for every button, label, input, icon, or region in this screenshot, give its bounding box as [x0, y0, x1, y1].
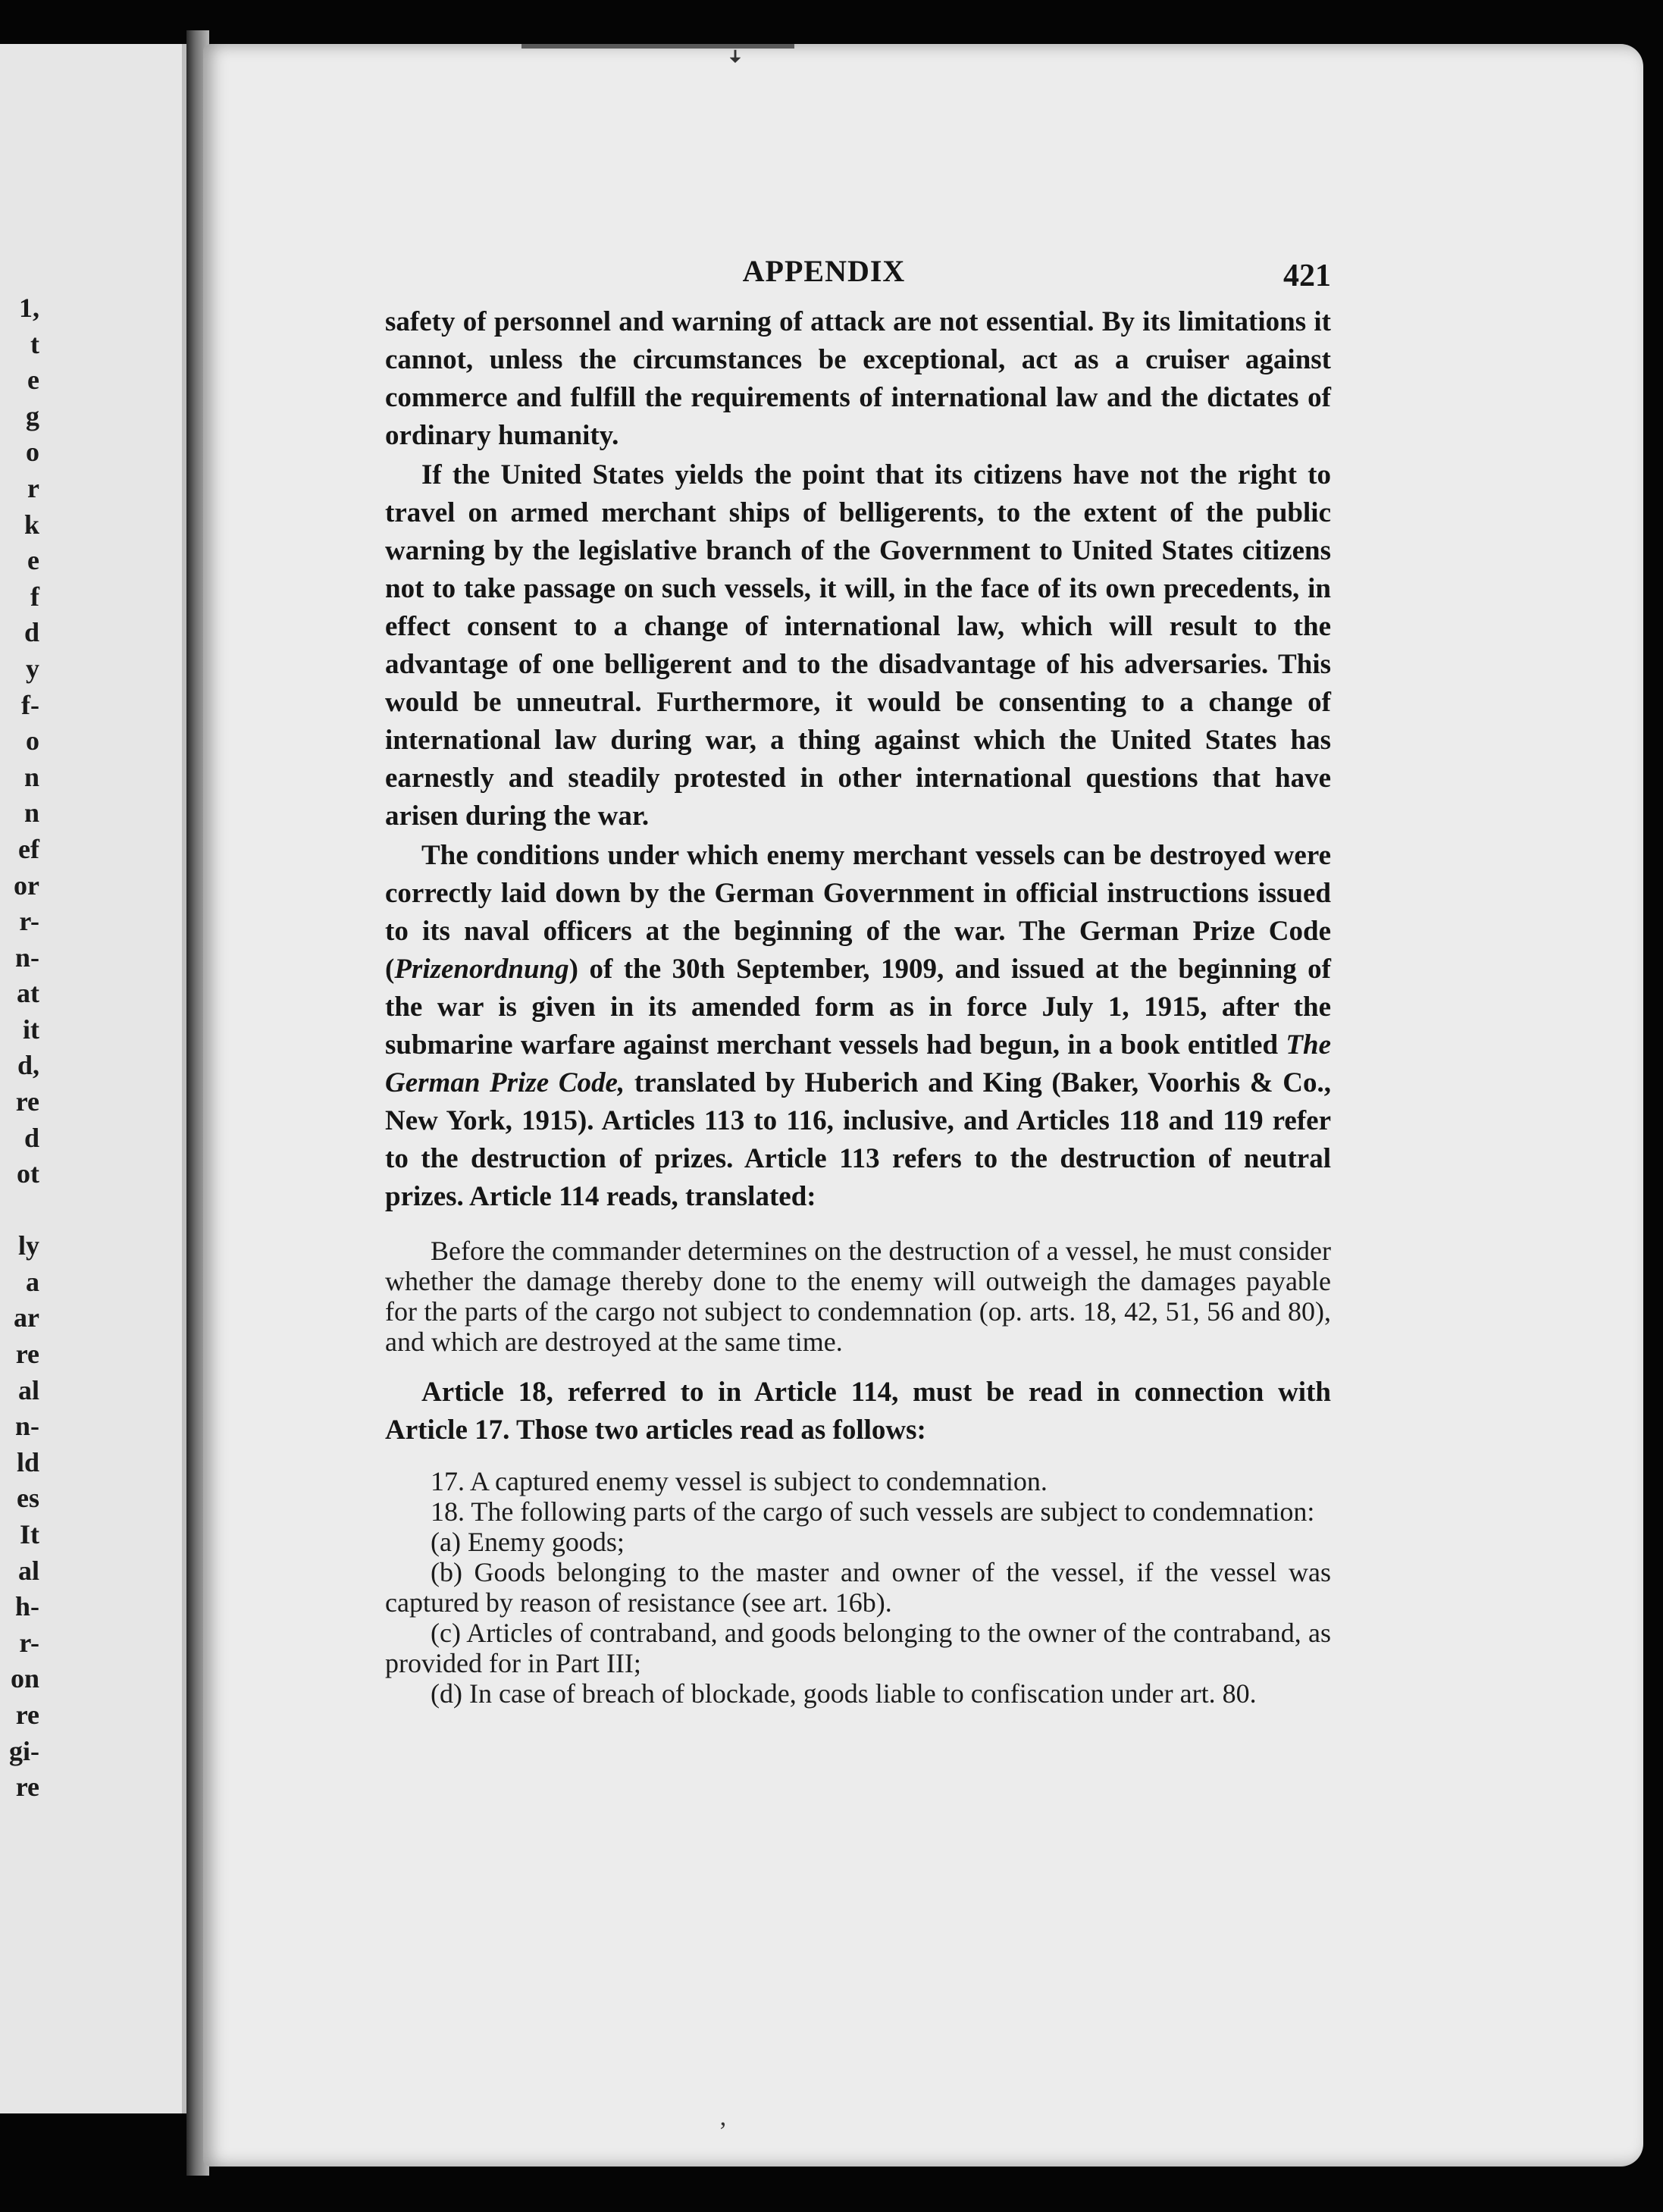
left-page-fragment: ar	[14, 1302, 39, 1333]
paragraph-4: Article 18, referred to in Article 114, must be read in connection with Article 17. Those two articles read as follows:	[385, 1377, 1331, 1446]
running-head	[385, 250, 1331, 303]
left-page-fragment: al	[17, 1555, 39, 1586]
left-page-fragment: n	[23, 761, 39, 792]
left-page-fragment: re	[15, 1772, 39, 1803]
left-page-fragment: at	[17, 978, 39, 1009]
articles-list	[385, 1466, 1331, 1709]
left-page-fragment: al	[17, 1374, 39, 1405]
article-18-item-d: (d) In case of breach of blockade, goods liable to confiscation under art. 80.	[431, 1678, 1257, 1709]
page-number: 421	[1283, 258, 1331, 293]
left-page-fragment: it	[23, 1014, 39, 1045]
left-page-fragment: r	[27, 472, 39, 503]
left-page-fragment: d	[23, 1122, 39, 1153]
left-page-fragment: or	[14, 869, 39, 901]
left-page-fragment: o	[26, 437, 39, 468]
left-page-fragment: y	[26, 653, 39, 684]
paragraph-3-italic-1: Prizenordnung	[394, 954, 569, 985]
paragraph-3-part-2: ) of the 30th September, 1909, and issued at the beginning of the war is given in its amended form as in force July 1, 1915, after the submarine warfare against merchant vessels had begun, in a book entitled	[385, 954, 1331, 1061]
left-page-fragment: re	[15, 1339, 39, 1370]
paragraph-3-part-3: translated by Huberich and King (Baker, Voorhis & Co., New York, 1915). Articles 113 to 116, inclusive, and Articles 118 and 119 refer to the destruction of prizes. Article 113 refers to the destruction of neutral prizes. Article 114 reads, translated:	[385, 1067, 1331, 1212]
left-page-fragment: o	[26, 725, 39, 757]
article-18-item-a: (a) Enemy goods;	[431, 1527, 625, 1557]
article-18: 18. The following parts of the cargo of such vessels are subject to condemnation:	[431, 1496, 1315, 1527]
left-page-fragment: n-	[14, 1411, 39, 1442]
left-page-fragment: ly	[17, 1230, 39, 1261]
main-page	[203, 44, 1643, 2167]
left-page-fragment: re	[15, 1086, 39, 1117]
left-page-fragment: ld	[16, 1446, 39, 1477]
left-page-fragment: t	[30, 328, 39, 359]
article-17: 17. A captured enemy vessel is subject to condemnation.	[431, 1466, 1048, 1496]
left-page-fragment: e	[27, 545, 39, 576]
quoted-article-114	[385, 1236, 1331, 1357]
paragraph-3	[385, 837, 1331, 1216]
left-page-fragment: r-	[19, 906, 39, 937]
left-page-fragment: es	[17, 1483, 39, 1514]
article-18-item-c: (c) Articles of contraband, and goods belonging to the owner of the contraband, as provided for in Part III;	[385, 1618, 1331, 1678]
left-page-fragment: 1,	[19, 293, 39, 323]
left-facing-page	[0, 44, 186, 2113]
left-page-fragment: f-	[21, 689, 39, 720]
paragraph-3-italic-2: The German Prize Code,	[385, 1029, 1331, 1098]
article-18-item-b: (b) Goods belonging to the master and owner of the vessel, if the vessel was captured by reason of resistance (see art. 16b).	[385, 1557, 1331, 1618]
bottom-ink-mark: ’	[719, 2117, 728, 2145]
left-page-fragment: It	[20, 1519, 39, 1549]
left-page-fragment: k	[23, 509, 39, 540]
left-page-fragment: h-	[14, 1591, 39, 1622]
top-edge-mark	[521, 44, 794, 49]
quote-paragraph: Before the commander determines on the destruction of a vessel, he must consider whether the damage thereby done to the enemy will outweigh the damages payable for the parts of the cargo not subject to condemnation (op. arts. 18, 42, 51, 56 and 80), and which are destroyed at the same time.	[385, 1236, 1331, 1357]
paragraph-1: safety of personnel and warning of attack are not essential. By its limitations it cannot, unless the circumstances be exceptional, act as a cruiser against commerce and fulfill the requirements of international law and the dictates of ordinary humanity.	[385, 306, 1331, 451]
left-page-fragment: on	[10, 1663, 39, 1694]
left-page-fragment: re	[15, 1699, 39, 1730]
paragraph-3-part-1: The conditions under which enemy merchant vessels can be destroyed were correctly laid down by the German Government in official instructions issued to its naval officers at the beginning of the war. The German Prize Code (	[385, 840, 1331, 985]
left-page-fragment: g	[26, 400, 39, 431]
page-title: APPENDIX	[742, 254, 906, 288]
left-page-fragment: a	[26, 1266, 39, 1297]
left-page-fragment: n	[23, 797, 39, 829]
left-page-text-fragments	[0, 290, 39, 1806]
left-page-fragment: n-	[14, 942, 39, 973]
text-block	[385, 250, 1331, 1709]
left-page-fragment: d,	[17, 1050, 39, 1081]
left-page-fragment: ot	[17, 1158, 39, 1189]
left-page-fragment: f	[30, 581, 39, 612]
left-page-fragment: ef	[18, 833, 39, 864]
left-page-fragment: r-	[19, 1627, 39, 1658]
paragraph-2: If the United States yields the point that its citizens have not the right to travel on armed merchant ships of belligerents, to the extent of the public warning by the legislative branch of the Government to United States citizens not to take passage on such vessels, it will, in the face of its own precedents, in effect consent to a change of international law, which will result to the advantage of one belligerent and to the disadvantage of his adversaries. This would be unneutral. Furthermore, it would be consenting to a change of international law during war, a thing against which the United States has earnestly and steadily protested in other international questions that have arisen during the war.	[385, 459, 1331, 832]
left-page-fragment: d	[23, 617, 39, 648]
left-page-fragment: gi-	[9, 1735, 39, 1766]
left-page-fragment: e	[27, 365, 39, 396]
top-ink-blot: ꜜ	[728, 51, 743, 85]
